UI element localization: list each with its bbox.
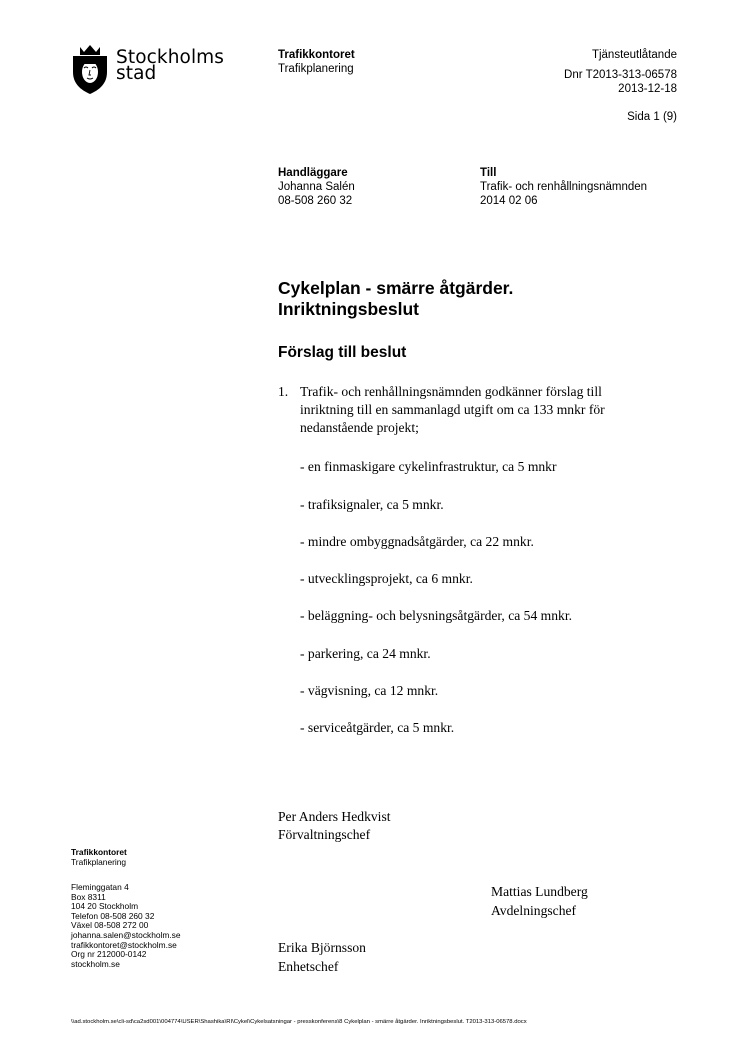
signature-title: Enhetschef [278, 959, 339, 974]
proposal-item: - serviceåtgärder, ca 5 mnkr. [300, 720, 455, 735]
section-heading: Förslag till beslut [278, 344, 407, 361]
logo-text-line1: Stockholms [116, 47, 225, 68]
document-title-line2: Inriktningsbeslut [278, 299, 419, 319]
proposal-item: - vägvisning, ca 12 mnkr. [300, 683, 439, 698]
document-title [278, 278, 513, 320]
footer-address-line: 104 20 Stockholm [71, 901, 139, 912]
signature-name: Per Anders Hedkvist [278, 809, 391, 824]
proposal-item: - utvecklingsprojekt, ca 6 mnkr. [300, 571, 473, 586]
stockholm-logo [71, 44, 225, 96]
header-org-name: Trafikkontoret [278, 49, 355, 61]
handler-name: Johanna Salén [278, 181, 355, 193]
dnr-number: Dnr T2013-313-06578 [564, 69, 677, 81]
proposal-text [300, 383, 700, 437]
handler-phone: 08-508 260 32 [278, 195, 353, 207]
proposal-line: nedanstående projekt; [300, 420, 419, 435]
proposal-item: - beläggning- och belysningsåtgärder, ca 54 mnkr. [300, 608, 573, 623]
header-org-unit: Trafikplanering [278, 63, 354, 75]
signature-title: Förvaltningschef [278, 827, 371, 842]
recipient-date: 2014 02 06 [480, 195, 538, 207]
signature-name: Mattias Lundberg [491, 884, 588, 899]
stockholm-shield-emblem-icon [71, 44, 109, 96]
recipient-name: Trafik- och renhållningsnämnden [480, 181, 648, 193]
signature-title: Avdelningschef [491, 903, 577, 918]
proposal-line: inriktning till en sammanlagd utgift om ca 133 mnkr för [300, 402, 605, 417]
handler-label: Handläggare [278, 167, 348, 179]
footer-email[interactable]: trafikkontoret@stockholm.se [71, 939, 177, 950]
proposal-line: Trafik- och renhållningsnämnden godkänner förslag till [300, 384, 602, 399]
proposal-item: - trafiksignaler, ca 5 mnkr. [300, 497, 444, 512]
signature-name: Erika Björnsson [278, 940, 366, 955]
doc-date: 2013-12-18 [618, 83, 677, 95]
recipient-label: Till [480, 167, 497, 179]
file-path: \\ad.stockholm.se\cli-sd\ca2sd001\004774\USER\Shashika\RI\Cykel\Cykelsatsningar - presskonferens\8 Cykelplan - smärre åtgärder. Inriktningsbeslut. T2013-313-06578.docx [71, 1019, 527, 1025]
footer-address-line: Telefon 08-508 260 32 [71, 910, 155, 921]
footer-address-line: Fleminggatan 4 [71, 882, 129, 892]
footer-website-link[interactable]: stockholm.se [71, 958, 120, 969]
footer-address-line: Box 8311 [71, 891, 106, 902]
proposal-number: 1. [278, 384, 289, 399]
footer-org-unit: Trafikplanering [71, 857, 127, 867]
logo-text-line2: stad [116, 63, 157, 84]
footer-address-line: Växel 08-508 272 00 [71, 920, 149, 931]
footer-address [71, 883, 181, 969]
doc-type: Tjänsteutlåtande [591, 49, 677, 61]
footer-address-line: Org nr 212000-0142 [71, 949, 147, 960]
document-title-line1: Cykelplan - smärre åtgärder. [278, 278, 514, 298]
proposal-item: - parkering, ca 24 mnkr. [300, 646, 431, 661]
proposal-item: - mindre ombyggnadsåtgärder, ca 22 mnkr. [300, 534, 534, 549]
footer-org-name: Trafikkontoret [71, 847, 127, 857]
footer-email[interactable]: johanna.salen@stockholm.se [71, 929, 181, 940]
page-number: Sida 1 (9) [627, 111, 677, 123]
proposal-item: - en finmaskigare cykelinfrastruktur, ca 5 mnkr [300, 459, 557, 474]
